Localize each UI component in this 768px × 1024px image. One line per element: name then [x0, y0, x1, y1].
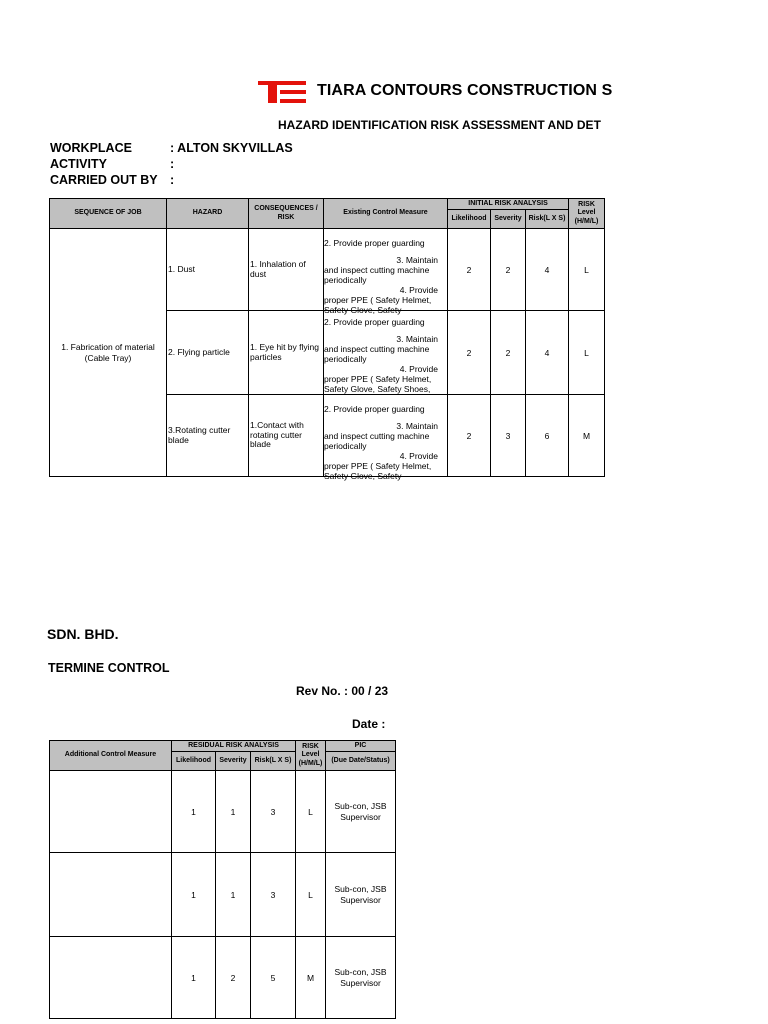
risk-level-cell: M: [296, 937, 326, 1019]
hazard-cell: 3.Rotating cutter blade: [167, 395, 249, 477]
control-line: 4. Provide: [399, 285, 438, 296]
company-logo: [258, 81, 306, 103]
header-risk: Risk(L X S): [526, 210, 569, 229]
additional-control-cell: [50, 937, 172, 1019]
activity-value: :: [170, 157, 175, 171]
risk-level-cell: L: [569, 229, 605, 311]
control-line: 3. Maintain: [396, 255, 438, 266]
consequence-cell: 1. Eye hit by flying particles: [249, 311, 324, 395]
likelihood-cell: 1: [172, 937, 216, 1019]
risk-cell: 4: [526, 311, 569, 395]
table-row: [50, 229, 605, 311]
header-sequence: SEQUENCE OF JOB: [50, 199, 167, 229]
control-line: proper PPE ( Safety Helmet, Safety Glove, Safety: [324, 295, 432, 316]
header-likelihood: Likelihood: [172, 752, 216, 771]
severity-cell: 2: [491, 229, 526, 311]
control-line: 3. Maintain: [396, 421, 438, 432]
table-row: [50, 771, 396, 853]
severity-cell: 1: [216, 771, 251, 853]
header-severity: Severity: [491, 210, 526, 229]
header-initial-risk: INITIAL RISK ANALYSIS: [448, 199, 569, 210]
hazard-cell: 1. Dust: [167, 229, 249, 311]
control-line: 2. Provide proper guarding: [324, 317, 425, 327]
job-sequence: 1. Fabrication of material (Cable Tray): [50, 229, 167, 477]
existing-control-cell: [324, 311, 448, 395]
hazard-cell: 2. Flying particle: [167, 311, 249, 395]
likelihood-cell: 2: [448, 395, 491, 477]
company-name-tail: SDN. BHD.: [47, 626, 119, 642]
header-existing-control: Existing Control Measure: [324, 199, 448, 229]
likelihood-cell: 2: [448, 311, 491, 395]
severity-cell: 3: [491, 395, 526, 477]
pic-cell: Sub-con, JSB Supervisor: [326, 771, 396, 853]
control-line: 4. Provide: [399, 451, 438, 462]
pic-cell: Sub-con, JSB Supervisor: [326, 937, 396, 1019]
control-line: 2. Provide proper guarding: [324, 238, 425, 248]
pic-cell: Sub-con, JSB Supervisor: [326, 853, 396, 937]
likelihood-cell: 1: [172, 771, 216, 853]
likelihood-cell: 2: [448, 229, 491, 311]
header-risk-level: RISK Level (H/M/L): [569, 199, 605, 229]
header-hazard: HAZARD: [167, 199, 249, 229]
risk-cell: 5: [251, 937, 296, 1019]
header-likelihood: Likelihood: [448, 210, 491, 229]
risk-level-cell: L: [569, 311, 605, 395]
date-label: Date :: [352, 717, 386, 731]
header-pic: PIC: [326, 741, 396, 752]
activity-row: [50, 157, 174, 171]
control-line: proper PPE ( Safety Helmet, Safety Glove, Safety Shoes,: [324, 374, 432, 395]
activity-label: ACTIVITY: [50, 157, 107, 171]
risk-table-residual: [49, 740, 396, 1019]
table-row: [50, 853, 396, 937]
risk-level-cell: M: [569, 395, 605, 477]
workplace-value: : ALTON SKYVILLAS: [170, 141, 293, 155]
header-due-date: (Due Date/Status): [326, 752, 396, 771]
header-severity: Severity: [216, 752, 251, 771]
control-line: and inspect cutting machine periodically: [324, 431, 430, 452]
table-row: [50, 937, 396, 1019]
header-risk: Risk(L X S): [251, 752, 296, 771]
additional-control-cell: [50, 771, 172, 853]
risk-table-initial: [49, 198, 605, 482]
consequence-cell: 1. Inhalation of dust: [249, 229, 324, 311]
header-risk-level: RISK Level (H/M/L): [296, 741, 326, 771]
likelihood-cell: 1: [172, 853, 216, 937]
carried-out-value: :: [170, 173, 175, 187]
consequence-cell: 1.Contact with rotating cutter blade: [249, 395, 324, 477]
risk-cell: 3: [251, 771, 296, 853]
risk-cell: 3: [251, 853, 296, 937]
risk-level-cell: L: [296, 853, 326, 937]
company-name: TIARA CONTOURS CONSTRUCTION S: [317, 82, 613, 99]
workplace-row: [50, 141, 293, 155]
existing-control-cell: [324, 395, 448, 482]
control-line: and inspect cutting machine periodically: [324, 265, 430, 286]
additional-control-cell: [50, 853, 172, 937]
revision-number: Rev No. : 00 / 23: [296, 684, 389, 698]
control-line: 3. Maintain: [396, 334, 438, 345]
risk-cell: 6: [526, 395, 569, 477]
control-line: 2. Provide proper guarding: [324, 404, 425, 414]
workplace-label: WORKPLACE: [50, 141, 132, 155]
severity-cell: 1: [216, 853, 251, 937]
carried-out-label: CARRIED OUT BY: [50, 173, 158, 187]
severity-cell: 2: [491, 311, 526, 395]
severity-cell: 2: [216, 937, 251, 1019]
control-line: 4. Provide: [399, 364, 438, 375]
document-title-tail: TERMINE CONTROL: [48, 661, 170, 675]
control-line: proper PPE ( Safety Helmet, Safety Glove, Safety: [324, 461, 432, 482]
existing-control-cell: [324, 229, 448, 316]
document-title: HAZARD IDENTIFICATION RISK ASSESSMENT AND DET: [278, 118, 601, 132]
header-additional-control: Additional Control Measure: [50, 741, 172, 771]
carried-out-row: [50, 173, 174, 187]
risk-level-cell: L: [296, 771, 326, 853]
header-residual-risk: RESIDUAL RISK ANALYSIS: [172, 741, 296, 752]
control-line: and inspect cutting machine periodically: [324, 344, 430, 365]
header-consequences: CONSEQUENCES / RISK: [249, 199, 324, 229]
risk-cell: 4: [526, 229, 569, 311]
